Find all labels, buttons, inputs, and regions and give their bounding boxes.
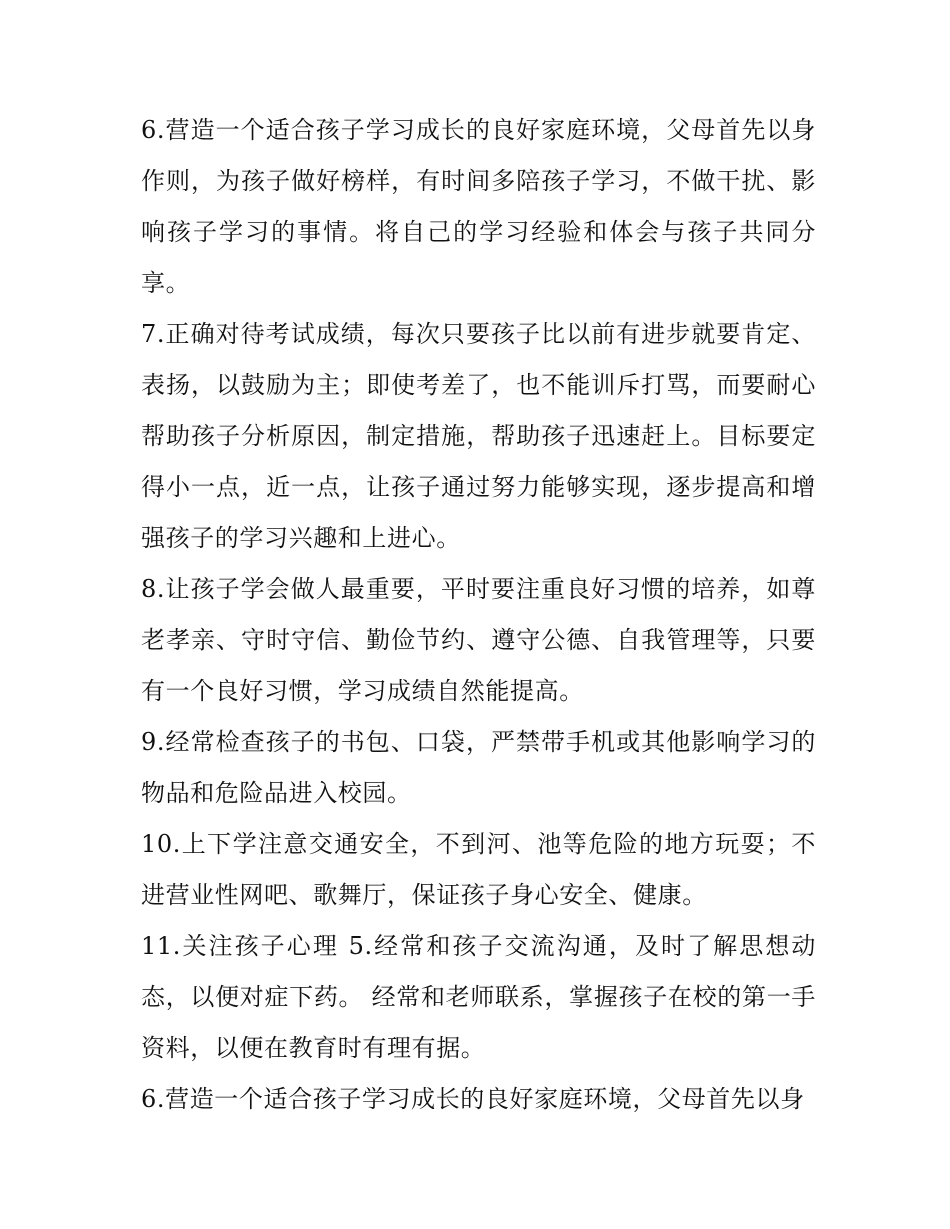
paragraph-item-6: 6.营造一个适合孩子学习成长的良好家庭环境，父母首先以身作则，为孩子做好榜样，有时间多陪孩子学习，不做干扰、影响孩子学习的事情。将自己的学习经验和体会与孩子共同分享。 bbox=[141, 116, 816, 297]
paragraph-item-11: 11.关注孩子心理 5.经常和孩子交流沟通，及时了解思想动态，以便对症下药。 经常和老师联系，掌握孩子在校的第一手资料，以便在教育时有理有据。 bbox=[141, 932, 816, 1062]
paragraph-item-7: 7.正确对待考试成绩，每次只要孩子比以前有进步就要肯定、表扬，以鼓励为主；即使考差了，也不能训斥打骂，而要耐心帮助孩子分析原因，制定措施，帮助孩子迅速赶上。目标要定得小一点，近一点，让孩子通过努力能够实现，逐步提高和增强孩子的学习兴趣和上进心。 bbox=[141, 320, 816, 552]
paragraph-item-10: 10.上下学注意交通安全，不到河、池等危险的地方玩耍；不进营业性网吧、歌舞厅，保证孩子身心安全、健康。 bbox=[141, 830, 816, 909]
document-body bbox=[141, 105, 816, 1125]
paragraph-item-9: 9.经常检查孩子的书包、口袋，严禁带手机或其他影响学习的物品和危险品进入校园。 bbox=[141, 728, 816, 807]
paragraph-item-6-repeat: 6.营造一个适合孩子学习成长的良好家庭环境，父母首先以身 bbox=[141, 1085, 805, 1113]
paragraph-item-8: 8.让孩子学会做人最重要，平时要注重良好习惯的培养，如尊老孝亲、守时守信、勤俭节约、遵守公德、自我管理等，只要有一个良好习惯，学习成绩自然能提高。 bbox=[141, 575, 816, 705]
